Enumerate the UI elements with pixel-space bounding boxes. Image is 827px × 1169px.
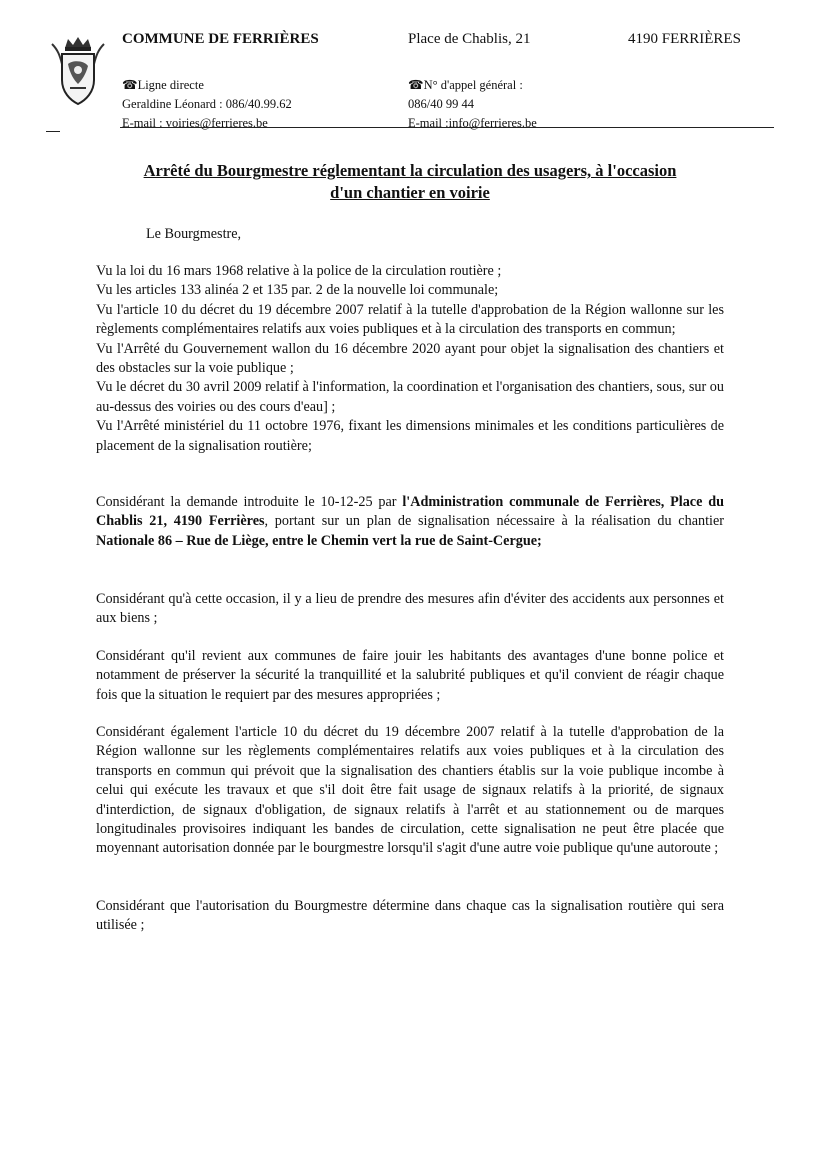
- considerant-paragraph: [96, 723, 724, 859]
- general-email: E-mail :info@ferrieres.be: [408, 116, 537, 130]
- phone-icon: ☎: [408, 78, 424, 92]
- vu-list: [96, 262, 724, 456]
- direct-line-label: Ligne directe: [137, 78, 204, 92]
- commune-address: Place de Chablis, 21: [408, 31, 531, 47]
- vu-item: Vu l'Arrêté du Gouvernement wallon du 16 décembre 2020 ayant pour objet la signalisation des chantiers et des obstacles sur la voie publique ;: [96, 340, 724, 377]
- general-line-block: [408, 76, 537, 133]
- vu-item: Vu l'article 10 du décret du 19 décembre 2007 relatif à la tutelle d'approbation de la Région wallonne sur les règlements complémentaires relatifs aux voies publiques et à la circulation des transports en commun;: [96, 301, 724, 338]
- title-line-2: d'un chantier en voirie: [330, 183, 490, 202]
- header-rule-short: [46, 131, 60, 132]
- commune-name: COMMUNE DE FERRIÈRES: [122, 31, 319, 47]
- vu-item: Vu les articles 133 alinéa 2 et 135 par. 2 de la nouvelle loi communale;: [96, 282, 499, 299]
- considerant-text: Considérant que l'autorisation du Bourgmestre détermine dans chaque cas la signalisation routière qui sera utilisée ;: [96, 898, 724, 934]
- phone-icon: ☎: [122, 78, 138, 92]
- considerant-paragraph: [96, 590, 724, 629]
- general-phone: 086/40 99 44: [408, 97, 474, 111]
- demande-applicant: l'Administration communale de Ferrières, Place du Chablis 21, 4190 Ferrières: [96, 494, 724, 530]
- direct-line-block: [122, 76, 292, 133]
- general-line-label: N° d'appel général :: [423, 78, 523, 92]
- salutation: Le Bourgmestre,: [146, 226, 242, 242]
- vu-item: Vu la loi du 16 mars 1968 relative à la police de la circulation routière ;: [96, 263, 502, 279]
- page-title: [60, 160, 760, 204]
- contact-name-phone: Geraldine Léonard : 086/40.99.62: [122, 97, 292, 111]
- considerant-paragraph: [96, 647, 724, 705]
- vu-item: Vu le décret du 30 avril 2009 relatif à l'information, la coordination et l'organisation des chantiers, sous, sur ou au-dessus des voiries ou des cours d'eau] ;: [96, 379, 724, 415]
- demande-text-1: Considérant la demande introduite le 10-12-25 par: [96, 494, 403, 510]
- demande-text-2: , portant sur un plan de signalisation nécessaire à la réalisation du chantier: [264, 513, 724, 530]
- commune-crest-logo: [48, 34, 108, 106]
- considerant-text: Considérant qu'il revient aux communes de faire jouir les habitants des avantages d'une bonne police et notamment de préserver la sécurité la tranquillité et la salubrité publiques et qu'il convient de réagir chaque fois que la situation le requiert par des mesures appropriées ;: [96, 648, 724, 703]
- vu-item: Vu l'Arrêté ministériel du 11 octobre 1976, fixant les dimensions minimales et les conditions particulières de placement de la signalisation routière;: [96, 418, 724, 454]
- title-line-1: Arrêté du Bourgmestre réglementant la circulation des usagers, à l'occasion: [143, 161, 677, 180]
- considerant-demande: [96, 493, 724, 551]
- contact-email: E-mail : voiries@ferrieres.be: [122, 116, 268, 130]
- considerant-text: Considérant également l'article 10 du décret du 19 décembre 2007 relatif à la tutelle d'approbation de la Région wallonne sur les règlements complémentaires relatifs aux voies publiques et à la circulation des transports en commun qui prévoit que la signalisation des chantiers établis sur la voie publique incombe à celui qui exécute les travaux et que s'il doit être fait usage de signaux relatifs à la priorité, de signaux d'interdiction, de signaux d'obligation, de signaux relatifs à l'arrêt et au stationnement ou de marques longitudinales provisoires indiquant les bandes de circulation, cette signalisation ne peut être placée que moyennant autorisation donnée par le bourgmestre lorsqu'il s'agit d'une autre voie publique qu'une autoroute ;: [96, 724, 724, 857]
- demande-worksite: Nationale 86 – Rue de Liège, entre le Chemin vert la rue de Saint-Cergue;: [96, 532, 542, 549]
- header-rule: [120, 127, 774, 128]
- commune-postcode-city: 4190 FERRIÈRES: [628, 31, 741, 47]
- considerant-paragraph: [96, 897, 724, 936]
- considerant-text: Considérant qu'à cette occasion, il y a lieu de prendre des mesures afin d'éviter des accidents aux personnes et aux biens ;: [96, 591, 724, 627]
